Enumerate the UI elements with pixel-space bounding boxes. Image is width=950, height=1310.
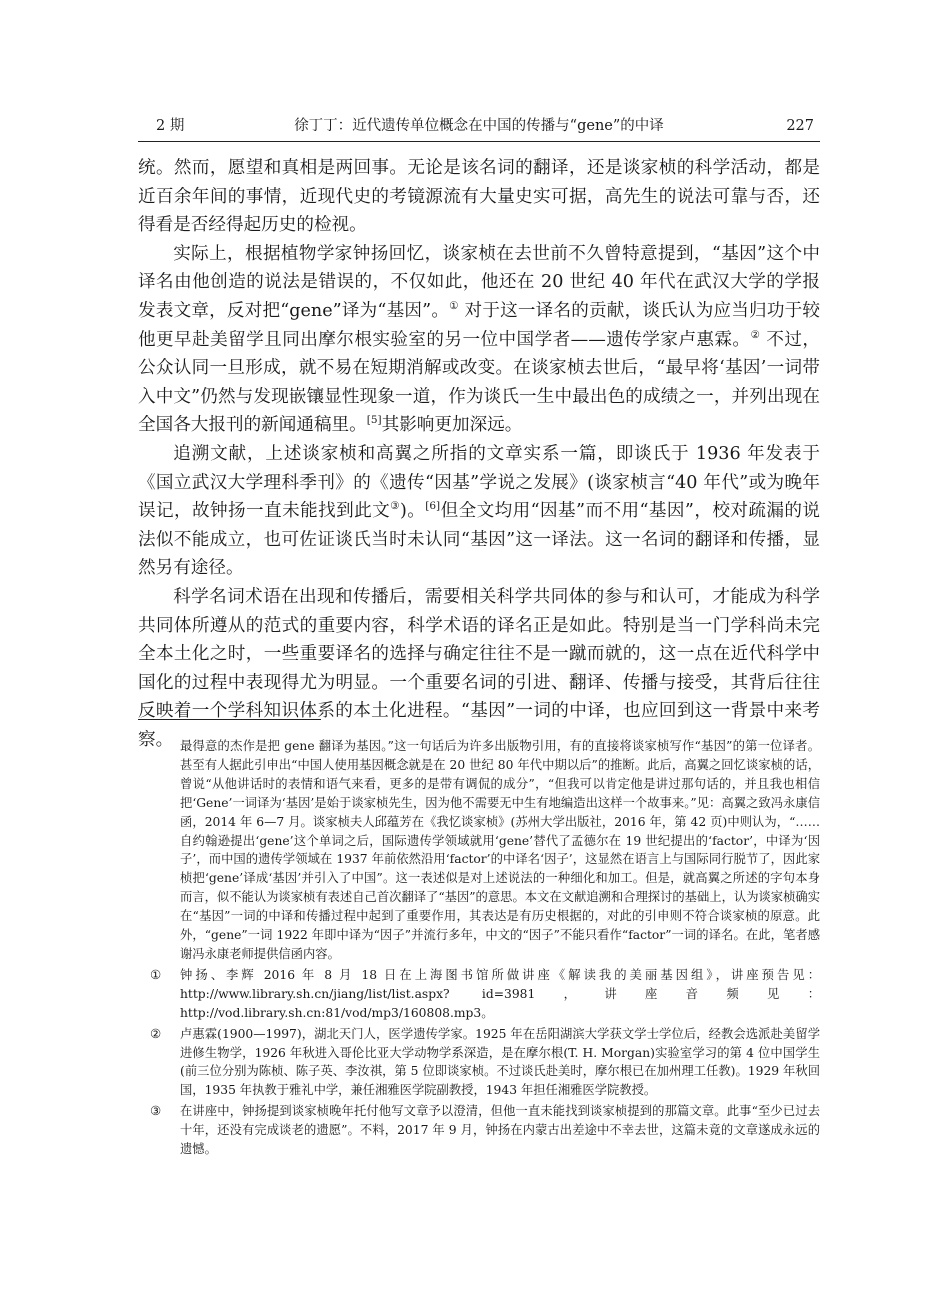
paragraph-1: 统。然而，愿望和真相是两回事。无论是该名词的翻译，还是谈家桢的科学活动，都是近百余年间的事情，近现代史的考镜源流有大量史实可据，高先生的说法可靠与否，还得看是否经得起历史的检视。 — [138, 158, 820, 236]
footnote-continued: 最得意的杰作是把 gene 翻译为基因。”这一句话后为许多出版物引用，有的直接将谈家桢写作“基因”的第一位译者。甚至有人据此引申出“中国人使用基因概念就是在 20 世纪 80 年代中期以后”的推断。此后，高翼之回忆谈家桢的话，曾说“从他讲话时的表情和语气来看，更多的是带有调侃的成分”，“但我可以肯定他是讲过那句话的，并且我也相信把‘Gene’一词译为‘基因’是始于谈家桢先生，因为他不需要无中生有地编造出这样一个故事来。”见：高翼之致冯永康信函，2014 年 6—7 月。谈家桢夫人邱蕴芳在《我忆谈家桢》(苏州大学出版社，2016 年，第 42 页)中则认为，“……自约翰逊提出‘gene’这个单词之后，国际遗传学领域就用‘gene’替代了孟德尔在 19 世纪提出的‘factor’，中译为‘因子’，而中国的遗传学领域在 1937 年前依然沿用‘factor’的中译名‘因子’，这显然在语言上与国际同行脱节了，因此家桢把‘gene’译成‘基因’并引入了中国”。这一表述似是对上述说法的一种细化和加工。但是，就高翼之所述的字句本身而言，似不能认为谈家桢有表述自己首次翻译了“基因”的意思。本文在文献追溯和合理探讨的基础上，认为谈家桢确实在“基因”一词的中译和传播过程中起到了重要作用，其表达是有历史根据的，对此的引申则不符合谈家桢的原意。此外，“gene”一词 1922 年即中译为“因子”并流行多年，中文的“因子”不能只看作“factor”一词的译名。在此，笔者感谢冯永康老师提供信函内容。 — [180, 739, 820, 961]
running-header — [138, 113, 820, 139]
paragraph-2-part-d: 其影响更加深远。 — [381, 415, 523, 436]
footnote-3 — [138, 1102, 820, 1159]
paragraph-2 — [138, 240, 820, 440]
body-text — [138, 154, 820, 754]
footnote-rule — [138, 719, 321, 720]
paragraph-3-part-c: 但全文均用“因基”而不用“基因”，校对疏漏的说法似不能成立，也可佐证谈氏当时未认同“基因”这一译法。这一名词的翻译和传播，显然另有途径。 — [138, 501, 820, 579]
reference-mark-5[interactable]: [5] — [366, 414, 382, 427]
footnote-3-text: 在讲座中，钟扬提到谈家桢晚年托付他写文章予以澄清，但他一直未能找到谈家桢提到的那篇文章。此事“至少已过去十年，还没有完成谈老的遗愿”。不料，2017 年 9 月，钟扬在内蒙古出差途中不幸去世，这篇未竟的文章遂成永远的遗憾。 — [180, 1104, 820, 1157]
issue-label: 2 期 — [156, 118, 185, 134]
paragraph-3-part-a: 追溯文献，上述谈家桢和高翼之所指的文章实系一篇，即谈氏于 1936 年发表于《国立武汉大学理科季刊》的《遗传“因基”学说之发展》(谈家桢言“40 年代”或为晚年误记，故钟扬一直未能找到此文 — [138, 443, 820, 522]
paragraph-2-part-a: 实际上，根据植物学家钟扬回忆，谈家桢在去世前不久曾特意提到，“基因”这个中译名由他创造的说法是错误的，不仅如此，他还在 20 世纪 40 年代在武汉大学的学报发表文章，反对把“gene”译为“基因”。 — [138, 243, 820, 321]
footnote-3-mark: ③ — [150, 1104, 162, 1119]
footnote-2-text: 卢惠霖(1900—1997)，湖北天门人，医学遗传学家。1925 年在岳阳湖滨大学获文学士学位后，经教会选派赴美留学进修生物学，1926 年秋进入哥伦比亚大学动物学系深造，是在摩尔根(T. H. Morgan)实验室学习的第 4 位中国学生(前三位分别为陈桢、陈子英、李汝祺，第 5 位即谈家桢。不过谈氏赴美时，摩尔根已在加州理工任教)。1929 年秋回国，1935 年执教于雅礼中学，兼任湘雅医学院副教授，1943 年担任湘雅医学院教授。 — [180, 1026, 820, 1098]
footnote-mark-1[interactable]: ① — [449, 300, 459, 313]
paragraph-4: 科学名词术语在出现和传播后，需要相关科学共同体的参与和认可，才能成为科学共同体所遵从的范式的重要内容，科学术语的译名正是如此。特别是当一门学科尚未完全本土化之时，一些重要译名的选择与确定往往不是一蹴而就的，这一点在近代科学中国化的过程中表现得尤为明显。一个重要名词的引进、翻译、传播与接受，其背后往往反映着一个学科知识体系的本土化进程。“基因”一词的中译，也应回到这一背景中来考察。 — [138, 586, 820, 750]
paragraph-2-part-b: 对于这一译名的贡献，谈氏认为应当归功于较他更早赴美留学且同出摩尔根实验室的另一位中国学者——遗传学家卢惠霖。 — [138, 300, 820, 350]
footnote-1-text: 钟扬、李辉 2016 年 8 月 18 日在上海图书馆所做讲座《解读我的美丽基因组》，讲座预告见：http://www.library.sh.cn/jiang/list/list.aspx? id=3981，讲座音频见：http://vod.library.sh.cn:81/vod/mp3/160808.mp3。 — [180, 967, 820, 1020]
footnote-2-mark: ② — [150, 1026, 162, 1041]
header-rule — [138, 141, 820, 142]
reference-mark-6[interactable]: [6] — [425, 500, 441, 513]
footnote-mark-2[interactable]: ② — [750, 328, 761, 341]
paragraph-3-part-b: )。 — [399, 501, 426, 522]
running-title: 徐丁丁：近代遗传单位概念在中国的传播与“gene”的中译 — [294, 118, 664, 134]
page-number: 227 — [786, 118, 814, 134]
footnotes — [138, 737, 820, 1161]
footnote-1 — [138, 966, 820, 1023]
paragraph-2-part-c: 不过，公众认同一旦形成，就不易在短期消解或改变。在谈家桢去世后，“最早将‘基因’一词带入中文”仍然与发现嵌镶显性现象一道，作为谈氏一生中最出色的成绩之一，并列出现在全国各大报刊的新闻通稿里。 — [138, 329, 820, 436]
paragraph-3 — [138, 440, 820, 583]
footnote-2 — [138, 1025, 820, 1101]
footnote-1-mark: ① — [150, 967, 162, 982]
footnote-mark-3[interactable]: ③ — [390, 500, 400, 513]
